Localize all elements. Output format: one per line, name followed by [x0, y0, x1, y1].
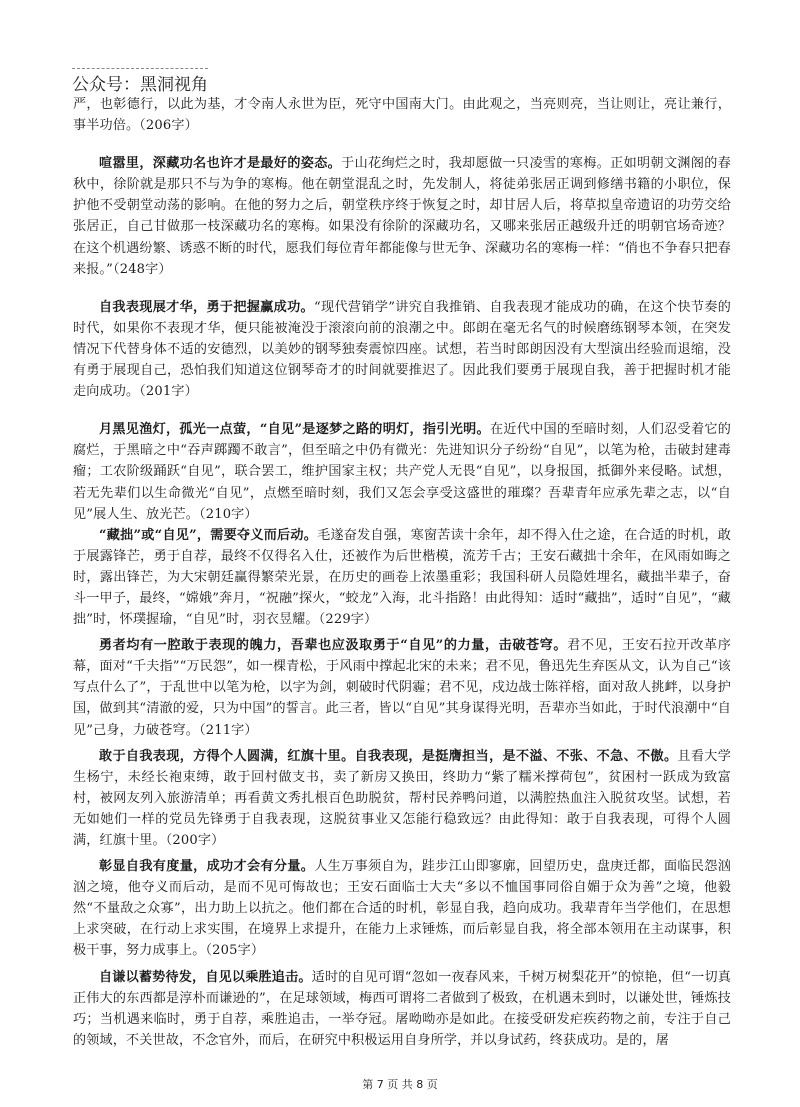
paragraph-lead: 喧嚣里，深藏功名也许才是最好的姿态。 — [99, 156, 342, 172]
paragraph-lead: “藏拙”或“自见”，需要夺义而后动。 — [99, 527, 318, 543]
paragraph-8 — [73, 856, 731, 961]
paragraph-lead: 勇者均有一腔敢于表现的魄力，吾辈也应汲取勇于“自见”的力量，击破苍穹。 — [99, 638, 568, 654]
paragraph-lead: 自谦以蓄势待发，自见以乘胜追击。 — [99, 969, 312, 985]
paragraph-lead: 彰显自我有度量，成功才会有分量。 — [99, 859, 315, 875]
watermark-text: 公众号：黑洞视角 — [72, 68, 208, 95]
paragraph-lead: 敢于自我表现，方得个人圆满，红旗十里。自我表现，是挺膺担当，是不溢、不张、不急、不傲。 — [99, 748, 678, 764]
paragraph-text: 毛遂奋发自强，寒窗苦读十余年，却不得入仕之途，在合适的时机，敢于展露锋芒，勇于自荐，最终不仅得名入仕，还被作为后世楷模，流芳千古；王安石藏拙十余年，在风雨如晦之时，露出锋芒，为大宋朝廷赢得繁荣光景，在历史的画卷上浓墨重彩；我国科研人员隐姓埋名，藏拙半辈子，奋斗一甲子，最终，“嫦娥”奔月，“祝融”探火，“蛟龙”入海，北斗指路！由此得知：适时“藏拙”，适时“自见”，“藏拙”时，怀璞握瑜，“自见”时，羽衣昱耀。（229字） — [73, 527, 732, 628]
paragraph-text: “现代营销学”讲究自我推销、自我表现才能成功的确，在这个快节奏的时代，如果你不表现才华，便只能被淹没于滚滚向前的浪潮之中。郎朗在毫无名气的时候磨练钢琴本领，在突发情况下代替身体不适的安德烈，以美妙的钢琴独奏震惊四座。试想，若当时郎朗因没有大型演出经验而退缩，没有勇于展现自己，恐怕我们知道这位钢琴奇才的时间就要推迟了。因此我们要勇于展现自我，善于把握时机才能走向成功。（201字） — [73, 299, 731, 400]
paragraph-6 — [73, 635, 731, 740]
paragraph-5 — [73, 525, 731, 630]
document-body — [73, 94, 731, 1051]
paragraph-text: 在近代中国的至暗时刻，人们忍受着它的腐烂，于黑暗之中“吞声踯躅不敢言”，但至暗之中仍有微光：先进知识分子纷纷“自见”，以笔为枪，击破封建毒瘤；工农阶级踊跃“自见”，联合罢工，维护国家主权；共产党人无畏“自见”，以身报国，抵御外来侵略。试想，若无先辈们以生命微光“自见”，点燃至暗时刻，我们又怎会享受这盛世的璀璨？吾辈青年应承先辈之志，以“自见”展人生、放光芒。（210字） — [73, 422, 732, 522]
paragraph-4 — [73, 419, 731, 524]
paragraph-2 — [73, 153, 731, 280]
paragraph-text: 于山花绚烂之时，我却愿做一只凌雪的寒梅。正如明朝文渊阁的春秋中，徐阶就是那只不与为争的寒梅。他在朝堂混乱之时，先发制人，将徒弟张居正调到修缮书籍的小职位，保护他不受朝堂动荡的影响。在他的努力之后，朝堂秩序终于恢复之时，却甘居人后，将草拟皇帝遗诏的功劳交给张居正，自己甘做那一枝深藏功名的寒梅。如果没有徐阶的深藏功名，又哪来张居正越级升迁的明朝官场奇迹？在这个机遇纷繁、诱惑不断的时代，愿我们每位青年都能像与世无争、深藏功名的寒梅一样：“俏也不争春只把春来报。”（248字） — [73, 156, 731, 277]
paragraph-text: 人生万事须自为，跬步江山即寥廓，回望历史，盘庚迁都，面临民怨汹汹之境，他夺义而后动，是而不见可悔故也；王安石面临士大夫“多以不恤国事同俗自媚于众为善”之境，他毅然“不量敌之众寡”，出力助上以抗之。他们都在合适的时机，彰显自我，趋向成功。我辈青年当学他们，在思想上求突破，在行动上求实围，在境界上求提升，在能力上求锤炼，而后彰显自我，将全部本领用在主动谋事，积极干事，努力成事上。（205字） — [73, 859, 731, 959]
page-number-footer: 第 7 页 共 8 页 — [362, 1078, 438, 1091]
paragraph-3 — [73, 297, 731, 402]
paragraph-text: 适时的自见可谓“忽如一夜春风来，千树万树梨花开”的惊艳，但“一切真正伟大的东西都是淳朴而谦逊的”，在足球领域，梅西可谓将二者做到了极致，在机遇未到时，以谦处世，锤炼技巧；当机遇来临时，勇于自荐，乘胜追击，一举夺冠。屠呦呦亦是如此。在接受研发疟疾药物之前，专注于自己的领域，不关世故，不念官外，而后，在研究中积极运用自身所学，并以身试药，终获成功。是的，屠 — [73, 969, 731, 1048]
paragraph-1 — [73, 94, 731, 136]
paragraph-text: 且看大学生杨宁，未经长袍束缚，敢于回村做支书，卖了新房又换田，终助力“紫了糯米撑荷包”，贫困村一跃成为致富村，被网友列入旅游清单；再看黄文秀扎根百色助脱贫，帮村民养鸭问道，以满腔热血注入脱贫攻坚。试想，若无如她们一样的党员先锋勇于自我表现，这脱贫事业又怎能行稳致远？由此得知：敢于自我表现，可得个人圆满，红旗十里。（200字） — [73, 748, 731, 848]
paragraph-lead: 自我表现展才华，勇于把握赢成功。 — [99, 299, 314, 315]
paragraph-lead: 月黑见渔灯，孤光一点萤，“自见”是逐梦之路的明灯，指引光明。 — [99, 422, 490, 438]
paragraph-text: 君不见，王安石拉开改革序幕，面对“千夫指”“万民怨”，如一棵青松，于风雨中撑起北宋的未来；君不见，鲁迅先生弃医从文，认为自己“该写点什么了”，于乱世中以笔为枪，以字为剑，刺破时代阴霾；君不见，戍边战士陈祥榕，面对敌人挑衅，以身护国，做到其“清澈的爱，只为中国”的誓言。此三者，皆以“自见”其身谋得光明，吾辈亦当如此，于时代浪潮中“自见”己身，力破苍穹。（211字） — [73, 638, 731, 738]
paragraph-text: 严，也彰德行，以此为基，才令南人永世为臣，死守中国南大门。由此观之，当亮则亮，当让则让，亮让兼行，事半功倍。（206字） — [73, 97, 731, 134]
paragraph-7 — [73, 746, 731, 851]
paragraph-9 — [73, 967, 731, 1051]
